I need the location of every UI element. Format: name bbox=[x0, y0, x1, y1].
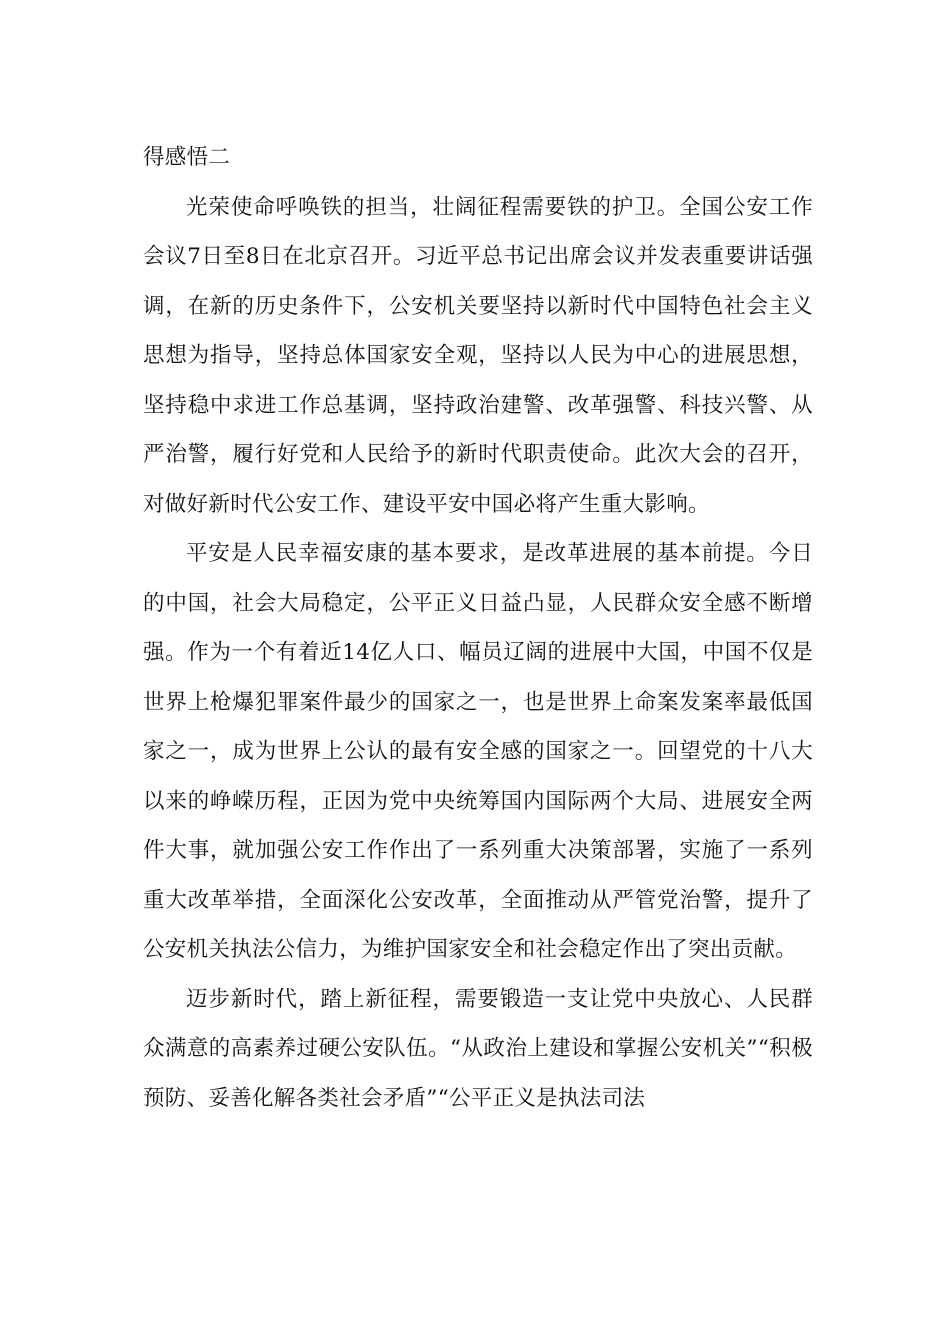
document-heading: 得感悟二 bbox=[143, 145, 231, 170]
paragraph-1: 光荣使命呼唤铁的担当，壮阔征程需要铁的护卫。全国公安工作会议7日至8日在北京召开。习近平总书记出席会议并发表重要讲话强调，在新的历史条件下，公安机关要坚持以新时代中国特色社会主义思想为指导，坚持总体国家安全观，坚持以人民为中心的进展思想，坚持稳中求进工作总基调，坚持政治建警、改革强警、科技兴警、从严治警，履行好党和人民给予的新时代职责使命。此次大会的召开，对做好新时代公安工作、建设平安中国必将产生重大影响。 bbox=[143, 194, 813, 517]
paragraph-2: 平安是人民幸福安康的基本要求，是改革进展的基本前提。今日的中国，社会大局稳定，公平正义日益凸显，人民群众安全感不断增强。作为一个有着近14亿人口、幅员辽阔的进展中大国，中国不仅是世界上枪爆犯罪案件最少的国家之一，也是世界上命案发案率最低国家之一，成为世界上公认的最有安全感的国家之一。回望党的十八大以来的峥嵘历程，正因为党中央统筹国内国际两个大局、进展安全两件大事，就加强公安工作作出了一系列重大决策部署，实施了一系列重大改革举措，全面深化公安改革，全面推动从严管党治警，提升了公安机关执法公信力，为维护国家安全和社会稳定作出了突出贡献。 bbox=[143, 541, 813, 962]
document-body bbox=[143, 133, 813, 1123]
paragraph-3: 迈步新时代，踏上新征程，需要锻造一支让党中央放心、人民群众满意的高素养过硬公安队伍。“从政治上建设和掌握公安机关”“积极预防、妥善化解各类社会矛盾”“公平正义是执法司法 bbox=[143, 986, 813, 1111]
